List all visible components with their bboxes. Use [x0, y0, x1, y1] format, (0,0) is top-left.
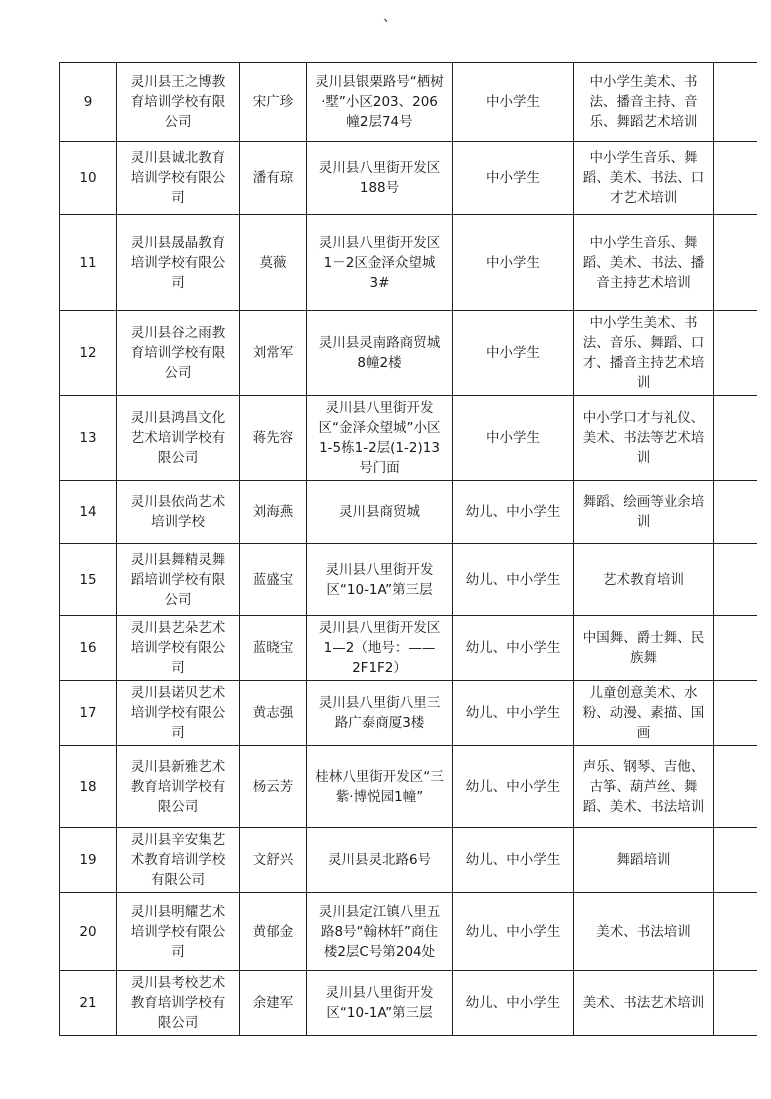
school-name-cell: 灵川县谷之雨教育培训学校有限公司: [117, 311, 240, 396]
school-name-cell: 灵川县鸿昌文化艺术培训学校有限公司: [117, 396, 240, 481]
remarks-cell: [714, 396, 757, 481]
target-students-cell: 幼儿、中小学生: [453, 746, 574, 828]
school-name-cell: 灵川县舞精灵舞蹈培训学校有限公司: [117, 544, 240, 616]
legal-representative-cell: 黄志强: [240, 681, 307, 746]
address-cell: 灵川县银栗路号“栖树·墅”小区203、206幢2层74号: [307, 63, 453, 142]
legal-representative-cell: 黄郁金: [240, 893, 307, 971]
legal-representative-cell: 潘有琼: [240, 142, 307, 215]
row-number-cell: 18: [60, 746, 117, 828]
training-scope-cell: 中小学口才与礼仪、美术、书法等艺术培训: [574, 396, 714, 481]
training-scope-cell: 声乐、钢琴、吉他、古筝、葫芦丝、舞蹈、美术、书法培训: [574, 746, 714, 828]
remarks-cell: [714, 311, 757, 396]
remarks-cell: [714, 63, 757, 142]
training-scope-cell: 中小学生音乐、舞蹈、美术、书法、口才艺术培训: [574, 142, 714, 215]
remarks-cell: [714, 971, 757, 1036]
row-number-cell: 12: [60, 311, 117, 396]
school-registry-table: [59, 62, 757, 1036]
training-scope-cell: 儿童创意美术、水粉、动漫、素描、国画: [574, 681, 714, 746]
row-number-cell: 11: [60, 215, 117, 311]
training-scope-cell: 美术、书法艺术培训: [574, 971, 714, 1036]
row-number-cell: 19: [60, 828, 117, 893]
remarks-cell: [714, 481, 757, 544]
target-students-cell: 幼儿、中小学生: [453, 828, 574, 893]
address-cell: 灵川县八里街开发区188号: [307, 142, 453, 215]
table-row: [60, 616, 757, 681]
address-cell: 灵川县商贸城: [307, 481, 453, 544]
table-row: [60, 311, 757, 396]
table-row: [60, 828, 757, 893]
school-name-cell: 灵川县依尚艺术培训学校: [117, 481, 240, 544]
school-name-cell: 灵川县诺贝艺术培训学校有限公司: [117, 681, 240, 746]
table-row: [60, 215, 757, 311]
remarks-cell: [714, 893, 757, 971]
target-students-cell: 中小学生: [453, 396, 574, 481]
legal-representative-cell: 蓝盛宝: [240, 544, 307, 616]
legal-representative-cell: 蓝晓宝: [240, 616, 307, 681]
remarks-cell: [714, 746, 757, 828]
school-name-cell: 灵川县新雅艺术教育培训学校有限公司: [117, 746, 240, 828]
address-cell: 灵川县灵南路商贸城8幢2楼: [307, 311, 453, 396]
row-number-cell: 16: [60, 616, 117, 681]
address-cell: 灵川县八里街开发区1－2区金泽众望城3#: [307, 215, 453, 311]
school-name-cell: 灵川县诚北教育培训学校有限公司: [117, 142, 240, 215]
target-students-cell: 幼儿、中小学生: [453, 481, 574, 544]
legal-representative-cell: 莫薇: [240, 215, 307, 311]
address-cell: 桂林八里街开发区“三紫·博悦园1幢”: [307, 746, 453, 828]
address-cell: 灵川县八里街开发区“10-1A”第三层: [307, 544, 453, 616]
training-scope-cell: 美术、书法培训: [574, 893, 714, 971]
legal-representative-cell: 宋广珍: [240, 63, 307, 142]
target-students-cell: 中小学生: [453, 63, 574, 142]
row-number-cell: 10: [60, 142, 117, 215]
school-name-cell: 灵川县考校艺术教育培训学校有限公司: [117, 971, 240, 1036]
table-row: [60, 481, 757, 544]
training-scope-cell: 艺术教育培训: [574, 544, 714, 616]
row-number-cell: 17: [60, 681, 117, 746]
table-row: [60, 893, 757, 971]
target-students-cell: 幼儿、中小学生: [453, 893, 574, 971]
target-students-cell: 幼儿、中小学生: [453, 971, 574, 1036]
legal-representative-cell: 刘海燕: [240, 481, 307, 544]
training-scope-cell: 舞蹈培训: [574, 828, 714, 893]
address-cell: 灵川县八里街开发区“金泽众望城”小区1-5栋1-2层(1-2)13号门面: [307, 396, 453, 481]
training-scope-cell: 中小学生音乐、舞蹈、美术、书法、播音主持艺术培训: [574, 215, 714, 311]
legal-representative-cell: 文舒兴: [240, 828, 307, 893]
school-name-cell: 灵川县王之博教育培训学校有限公司: [117, 63, 240, 142]
table-row: [60, 971, 757, 1036]
training-scope-cell: 中小学生美术、书法、音乐、舞蹈、口才、播音主持艺术培训: [574, 311, 714, 396]
legal-representative-cell: 刘常军: [240, 311, 307, 396]
address-cell: 灵川县八里街开发区1—2（地号：——2F1F2）: [307, 616, 453, 681]
target-students-cell: 幼儿、中小学生: [453, 616, 574, 681]
row-number-cell: 21: [60, 971, 117, 1036]
row-number-cell: 9: [60, 63, 117, 142]
school-name-cell: 灵川县明耀艺术培训学校有限公司: [117, 893, 240, 971]
address-cell: 灵川县灵北路6号: [307, 828, 453, 893]
legal-representative-cell: 杨云芳: [240, 746, 307, 828]
training-scope-cell: 中国舞、爵士舞、民族舞: [574, 616, 714, 681]
target-students-cell: 中小学生: [453, 311, 574, 396]
target-students-cell: 中小学生: [453, 142, 574, 215]
header-mark: 、: [383, 9, 397, 25]
address-cell: 灵川县八里街八里三路广泰商厦3楼: [307, 681, 453, 746]
table-row: [60, 63, 757, 142]
address-cell: 灵川县定江镇八里五路8号“翰林轩”商住楼2层C号第204处: [307, 893, 453, 971]
table-row: [60, 396, 757, 481]
school-name-cell: 灵川县艺朵艺术培训学校有限公司: [117, 616, 240, 681]
row-number-cell: 15: [60, 544, 117, 616]
target-students-cell: 幼儿、中小学生: [453, 681, 574, 746]
remarks-cell: [714, 616, 757, 681]
row-number-cell: 20: [60, 893, 117, 971]
row-number-cell: 13: [60, 396, 117, 481]
legal-representative-cell: 蒋先容: [240, 396, 307, 481]
table-row: [60, 746, 757, 828]
school-name-cell: 灵川县辛安集艺术教育培训学校有限公司: [117, 828, 240, 893]
legal-representative-cell: 余建军: [240, 971, 307, 1036]
school-name-cell: 灵川县晟晶教育培训学校有限公司: [117, 215, 240, 311]
target-students-cell: 幼儿、中小学生: [453, 544, 574, 616]
table-row: [60, 681, 757, 746]
remarks-cell: [714, 828, 757, 893]
table-row: [60, 142, 757, 215]
target-students-cell: 中小学生: [453, 215, 574, 311]
address-cell: 灵川县八里街开发区“10-1A”第三层: [307, 971, 453, 1036]
training-scope-cell: 舞蹈、绘画等业余培训: [574, 481, 714, 544]
training-scope-cell: 中小学生美术、书法、播音主持、音乐、舞蹈艺术培训: [574, 63, 714, 142]
remarks-cell: [714, 681, 757, 746]
remarks-cell: [714, 142, 757, 215]
remarks-cell: [714, 215, 757, 311]
row-number-cell: 14: [60, 481, 117, 544]
remarks-cell: [714, 544, 757, 616]
table-row: [60, 544, 757, 616]
